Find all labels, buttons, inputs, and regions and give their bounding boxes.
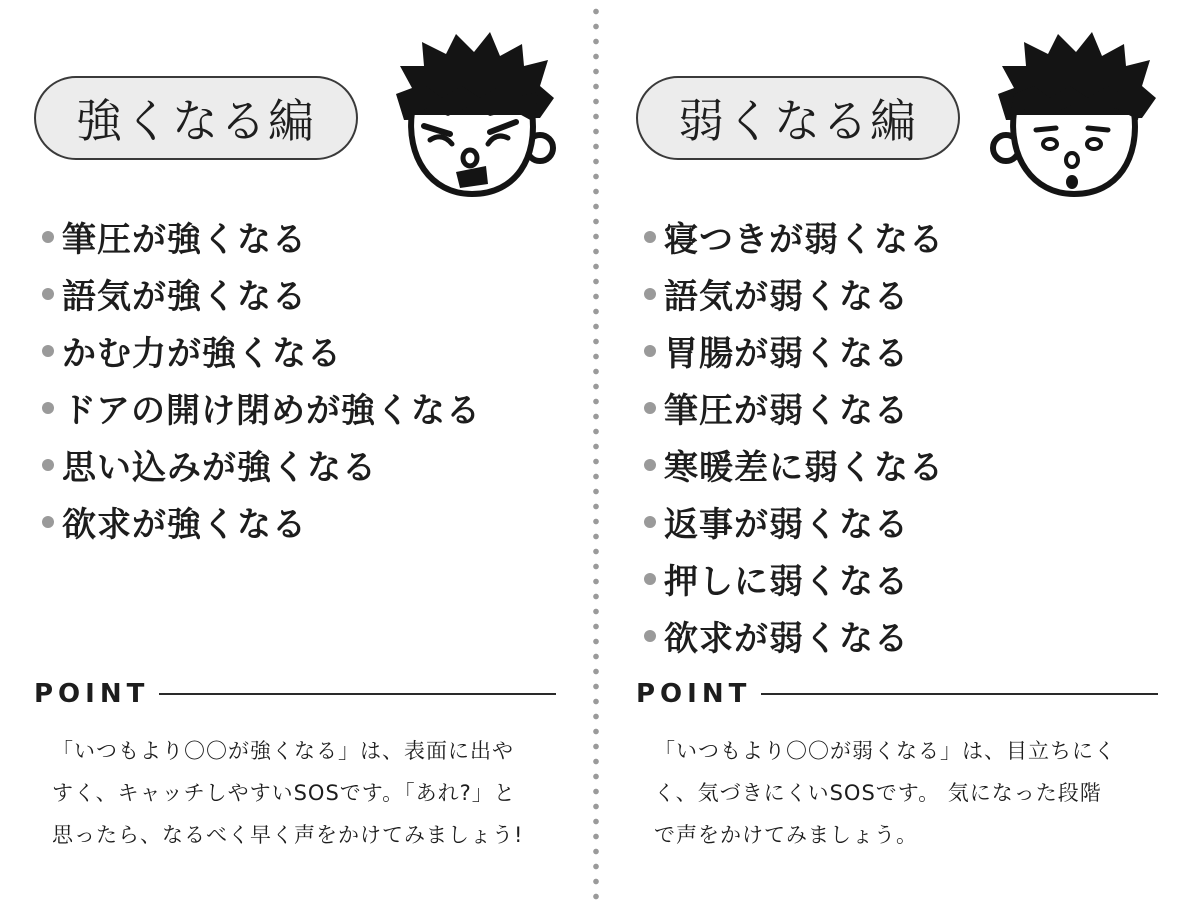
list-item: 欲求が強くなる xyxy=(42,493,481,550)
list-item: 返事が弱くなる xyxy=(644,493,944,550)
point-label: POINT xyxy=(636,679,752,709)
bullet-icon xyxy=(644,345,656,357)
bullet-icon xyxy=(42,402,54,414)
point-header xyxy=(34,676,556,712)
list-item: 押しに弱くなる xyxy=(644,550,944,607)
description-line: 「いつもより〇〇が強くなる」は、表面に出や xyxy=(52,739,514,763)
weak-items-list xyxy=(644,208,944,664)
list-item: かむ力が強くなる xyxy=(42,322,481,379)
description-line: 「いつもより〇〇が弱くなる」は、目立ちにく xyxy=(654,739,1116,763)
bullet-icon xyxy=(644,459,656,471)
strong-panel xyxy=(30,0,590,900)
bullet-icon xyxy=(42,516,54,528)
bullet-icon xyxy=(644,516,656,528)
panel-title: 強くなる編 xyxy=(34,76,358,160)
bullet-icon xyxy=(644,573,656,585)
description-line: で声をかけてみましょう。 xyxy=(654,823,918,847)
weak-panel xyxy=(632,0,1192,900)
point-rule xyxy=(761,693,1158,695)
bullet-icon xyxy=(644,288,656,300)
bullet-icon xyxy=(644,231,656,243)
surprised-boy-face-icon xyxy=(984,26,1164,206)
bullet-icon xyxy=(644,402,656,414)
point-label: POINT xyxy=(34,679,150,709)
bullet-icon xyxy=(42,231,54,243)
dotted-divider xyxy=(591,0,601,900)
list-item: 寒暖差に弱くなる xyxy=(644,436,944,493)
list-item: 筆圧が強くなる xyxy=(42,208,481,265)
list-item: 寝つきが弱くなる xyxy=(644,208,944,265)
bullet-icon xyxy=(644,630,656,642)
list-item: 語気が強くなる xyxy=(42,265,481,322)
point-rule xyxy=(159,693,556,695)
description-line: 思ったら、なるべく早く声をかけてみましょう! xyxy=(52,823,524,847)
list-item: 筆圧が弱くなる xyxy=(644,379,944,436)
bullet-icon xyxy=(42,288,54,300)
bullet-icon xyxy=(42,459,54,471)
list-item: 欲求が弱くなる xyxy=(644,607,944,664)
angry-boy-face-icon xyxy=(382,26,562,206)
point-description xyxy=(52,730,552,856)
description-line: すく、キャッチしやすいSOSです。「あれ?」と xyxy=(52,781,516,805)
list-item: 胃腸が弱くなる xyxy=(644,322,944,379)
list-item: ドアの開け閉めが強くなる xyxy=(42,379,481,436)
bullet-icon xyxy=(42,345,54,357)
panel-title: 弱くなる編 xyxy=(636,76,960,160)
point-header xyxy=(636,676,1158,712)
list-item: 思い込みが強くなる xyxy=(42,436,481,493)
list-item: 語気が弱くなる xyxy=(644,265,944,322)
strong-items-list xyxy=(42,208,481,550)
point-description xyxy=(654,730,1154,856)
description-line: く、気づきにくいSOSです。 気になった段階 xyxy=(654,781,1102,805)
